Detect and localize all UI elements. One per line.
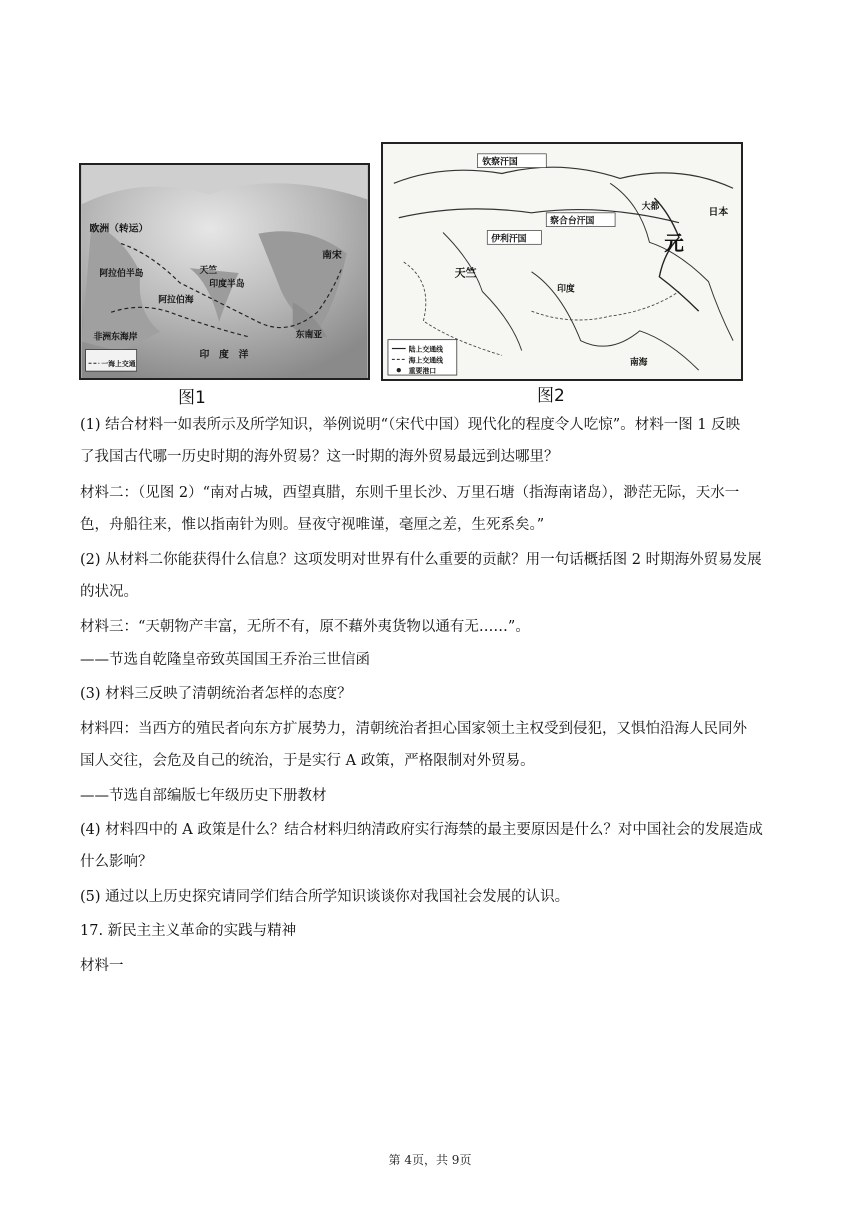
question-1-line-1: (1) 结合材料一如表所示及所学知识，举例说明“（宋代中国）现代化的程度令人吃惊”。材料一图 1 反映 — [80, 417, 741, 433]
figure1-label-arabian-sea: 阿拉伯海 — [158, 295, 194, 306]
question-2-line-1: (2) 从材料二你能获得什么信息？这项发明对世界有什么重要的贡献？用一句话概括图 2 时期海外贸易发展 — [80, 552, 762, 568]
figure2-legend-land-route: 陆上交通线 — [408, 345, 444, 354]
figure1-label-arabia: 阿拉伯半岛 — [99, 268, 144, 279]
figure1-legend-sea-route: 一海上交通 — [101, 360, 136, 369]
material-3-source: ——节选自乾隆皇帝致英国国王乔治三世信函 — [80, 652, 370, 668]
figure2-label-dadu: 大都 — [641, 201, 660, 212]
material-2-line-2: 色，舟船往来，惟以指南针为则。昼夜守视唯谨，毫厘之差，生死系矣。” — [80, 517, 545, 533]
question-4-line-2: 什么影响？ — [80, 854, 153, 870]
material-3-line: 材料三：“天朝物产丰富，无所不有，原不藉外夷货物以通有无……”。 — [80, 619, 530, 635]
page-footer: 第 4页，共 9页 — [388, 1153, 472, 1167]
figure2-label-chagatai: 察合台汗国 — [550, 216, 595, 227]
sea-route-map-icon — [81, 165, 368, 378]
figure2-label-tianzhu: 天竺 — [454, 266, 477, 280]
material-4-line-2: 国人交往，会危及自己的统治，于是实行 A 政策，严格限制对外贸易。 — [80, 753, 535, 769]
material-1-heading: 材料一 — [80, 958, 124, 974]
figure-2-caption: 图2 — [537, 386, 565, 406]
figure1-label-tianzhu: 天竺 — [199, 265, 218, 276]
figure1-label-nansong: 南宋 — [322, 250, 342, 262]
yuan-trade-map-icon — [383, 144, 741, 379]
question-5-line: (5) 通过以上历史探究请同学们结合所学知识谈谈你对我国社会发展的认识。 — [80, 889, 570, 905]
figure2-label-india: 印度 — [557, 284, 575, 295]
figure1-label-india: 印度半岛 — [209, 279, 245, 290]
material-4-source: ——节选自部编版七年级历史下册教材 — [80, 788, 327, 804]
question-2-line-2: 的状况。 — [80, 584, 138, 600]
figure2-label-yuan: 元 — [664, 232, 684, 256]
figure1-label-southeast-asia: 东南亚 — [295, 330, 323, 341]
figure2-legend-port: 重要港口 — [408, 367, 437, 376]
figure2-label-south-sea: 南海 — [629, 358, 648, 369]
material-2-line-1: 材料二：（见图 2）“南对占城，西望真腊，东则千里长沙、万里石塘（指海南诸岛），渺茫无际，天水一 — [80, 485, 740, 501]
figure-2-map — [381, 142, 743, 381]
question-4-line-1: (4) 材料四中的 A 政策是什么？结合材料归纳清政府实行海禁的最主要原因是什么？对中国社会的发展造成 — [80, 822, 763, 838]
question-3-line: (3) 材料三反映了清朝统治者怎样的态度？ — [80, 686, 352, 702]
question-1-line-2: 了我国古代哪一历史时期的海外贸易？这一时期的海外贸易最远到达哪里？ — [80, 449, 559, 465]
figure-1-map — [79, 163, 370, 380]
figure1-label-europe: 欧洲（转运） — [89, 223, 149, 235]
figure-1-caption: 图1 — [178, 388, 206, 408]
figure2-label-kipchak: 钦察汗国 — [482, 157, 518, 168]
figure1-label-east-africa: 非洲东海岸 — [93, 332, 138, 343]
figure2-legend-sea-route: 海上交通线 — [408, 356, 444, 365]
figure2-label-japan: 日本 — [708, 206, 729, 218]
question-17-title: 17. 新民主主义革命的实践与精神 — [80, 923, 297, 939]
material-4-line-1: 材料四：当西方的殖民者向东方扩展势力，清朝统治者担心国家领土主权受到侵犯，又惧怕沿海人民同外 — [80, 721, 747, 737]
figure1-label-indian-ocean: 印 度 洋 — [199, 349, 249, 361]
figure2-label-ilkhanate: 伊利汗国 — [491, 234, 527, 245]
